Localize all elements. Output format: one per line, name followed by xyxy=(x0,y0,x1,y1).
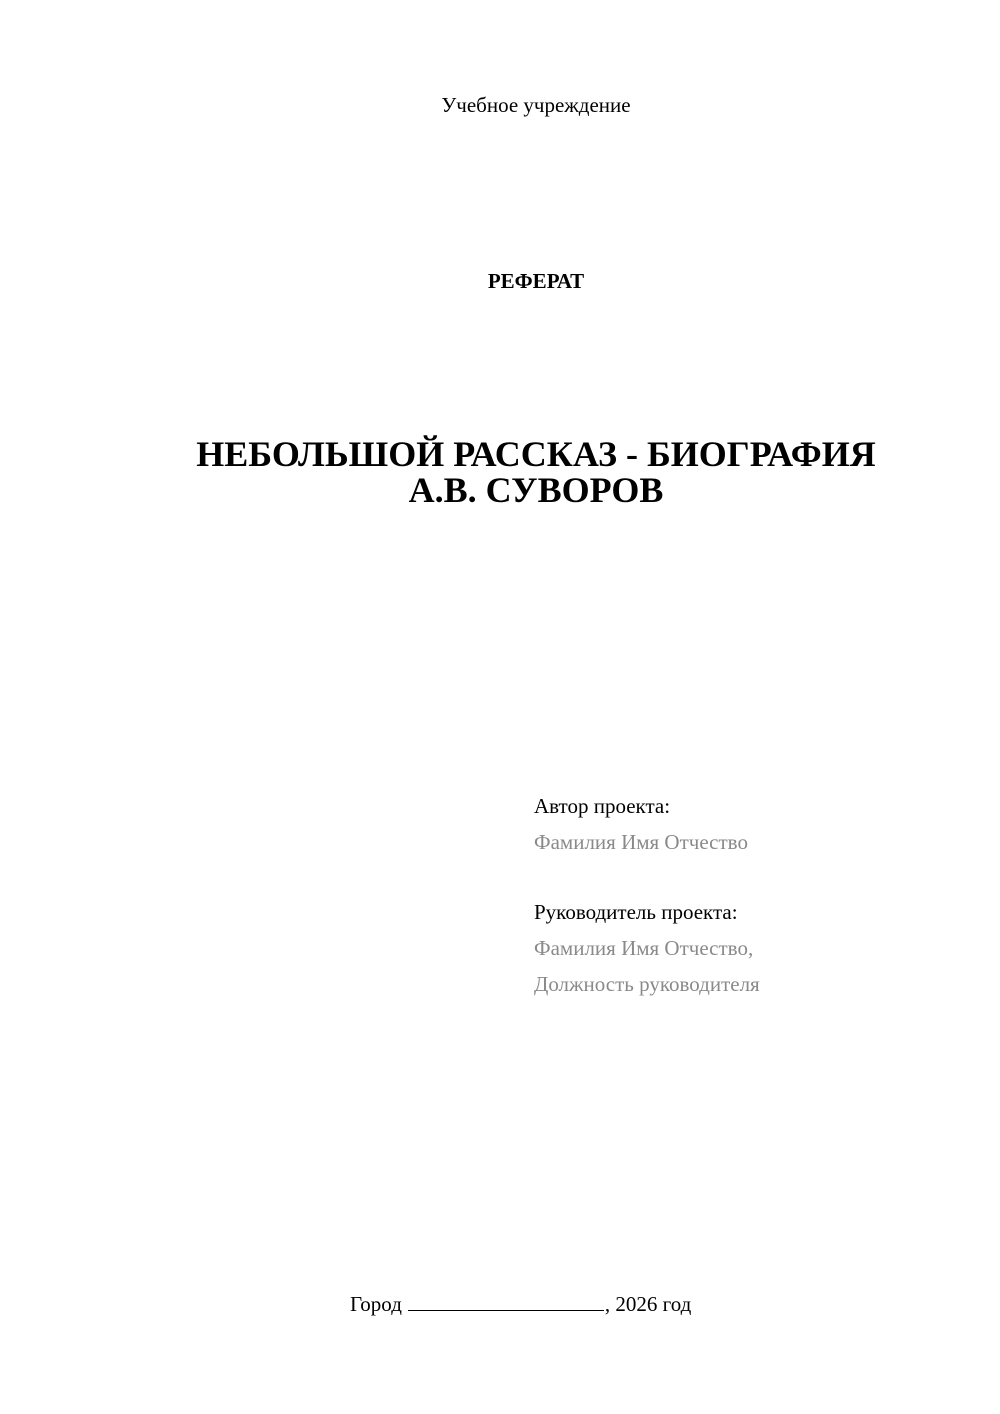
supervisor-position: Должность руководителя xyxy=(534,972,760,996)
document-title xyxy=(0,436,1000,508)
document-type: РЕФЕРАТ xyxy=(487,269,585,293)
supervisor-name: Фамилия Имя Отчество, xyxy=(534,936,754,960)
author-label: Автор проекта: xyxy=(534,794,671,818)
year-text: , 2026 год xyxy=(604,1292,692,1316)
city-year-line xyxy=(350,1290,850,1318)
author-name: Фамилия Имя Отчество xyxy=(534,830,748,854)
document-title-line-1: НЕБОЛЬШОЙ РАССКАЗ - БИОГРАФИЯ xyxy=(196,434,876,474)
project-info xyxy=(534,788,974,1002)
supervisor-label: Руководитель проекта: xyxy=(534,900,738,924)
city-blank-line xyxy=(408,1292,604,1311)
institution-name: Учебное учреждение xyxy=(441,93,631,117)
spacer xyxy=(534,860,974,894)
city-label: Город xyxy=(350,1292,402,1316)
document-title-line-2: А.В. СУВОРОВ xyxy=(408,470,664,510)
